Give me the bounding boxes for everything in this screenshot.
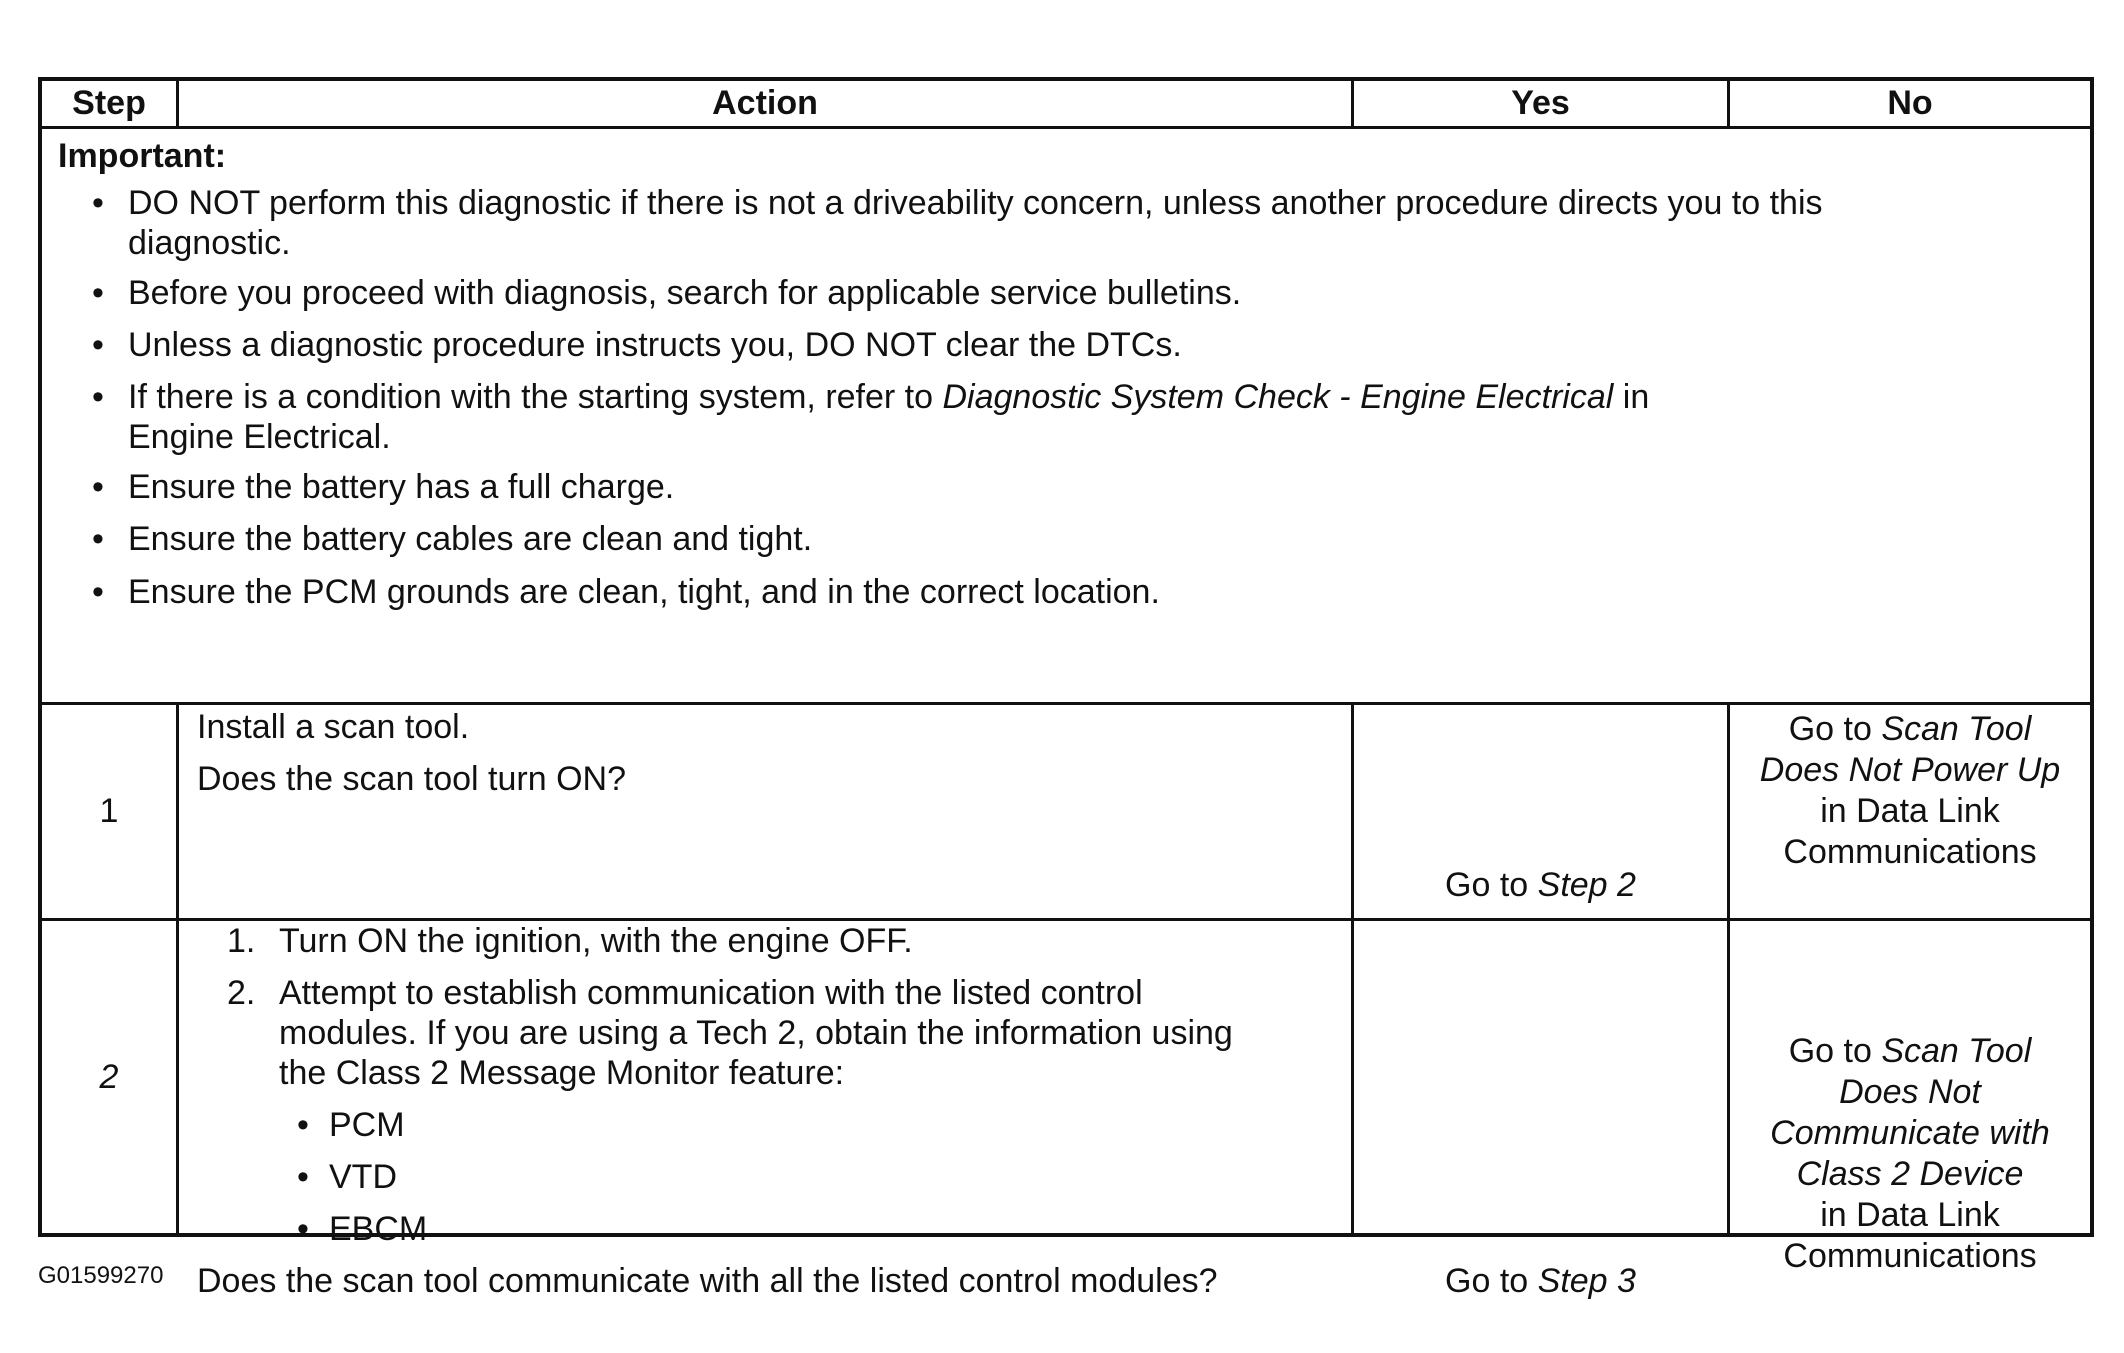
table-row (42, 705, 2090, 921)
step-no: Go to Scan Tool Does Not Communicate with Class 2 Device in Data Link Communications (1770, 1032, 2050, 1275)
engine-electrical-reference[interactable]: Diagnostic System Check - Engine Electrical (942, 378, 1614, 416)
scan-tool-reference[interactable]: Scan Tool (1881, 1032, 2032, 1070)
step-yes: Go to Step 3 (1354, 921, 1730, 1233)
figure-id: G01599270 (38, 1262, 164, 1289)
step-number: 2 (42, 921, 179, 1233)
header-yes: Yes (1354, 81, 1730, 126)
step-yes: Go to Step 2 (1354, 705, 1730, 918)
step-action: Install a scan tool. Does the scan tool turn ON? (179, 705, 1354, 918)
scan-tool-reference[interactable]: Scan Tool (1881, 710, 2032, 748)
important-notes: Important: • DO NOT perform this diagnostic if there is not a driveability concern, unless another procedure directs you to this diagnostic. • Before you proceed with diagnosis, search for applicable service bulletins. • Unless a diagnostic procedure instructs you, DO NOT clear the DTCs. • If there is a condition with the starting system, refer to Diagnostic System Check - Engine Electrical in Engine Electrical. • Ensure the battery has a full charge. • Ensure the battery cables are clean and tight. • Ensure the PCM grounds are clean, tight, and in the correct location. (42, 129, 2090, 705)
header-action: Action (179, 81, 1354, 126)
step-question: Does the scan tool communicate with all the listed control modules? (197, 1262, 1218, 1300)
goto-step-link[interactable]: Step 3 (1537, 1262, 1636, 1300)
step-number: 1 (42, 705, 179, 918)
module-item: EBCM (329, 1210, 428, 1248)
table-header-row (42, 81, 2090, 129)
goto-step-link[interactable]: Step 2 (1537, 866, 1636, 904)
module-item: PCM (329, 1106, 405, 1144)
important-title: Important: (58, 137, 227, 175)
header-step: Step (42, 81, 179, 126)
step-no: Go to Scan Tool Does Not Power Up in Data Link Communications (1759, 710, 2061, 871)
module-item: VTD (329, 1158, 397, 1196)
header-no: No (1887, 84, 1933, 122)
step-action: 1. Turn ON the ignition, with the engine OFF. 2. Attempt to establish communication with the listed control modules. If you are using a Tech 2, obtain the information using the Class 2 Message Monitor feature: • PCM • VTD • EBCM Does the scan tool communicate with all the listed control modules? (179, 921, 1354, 1233)
